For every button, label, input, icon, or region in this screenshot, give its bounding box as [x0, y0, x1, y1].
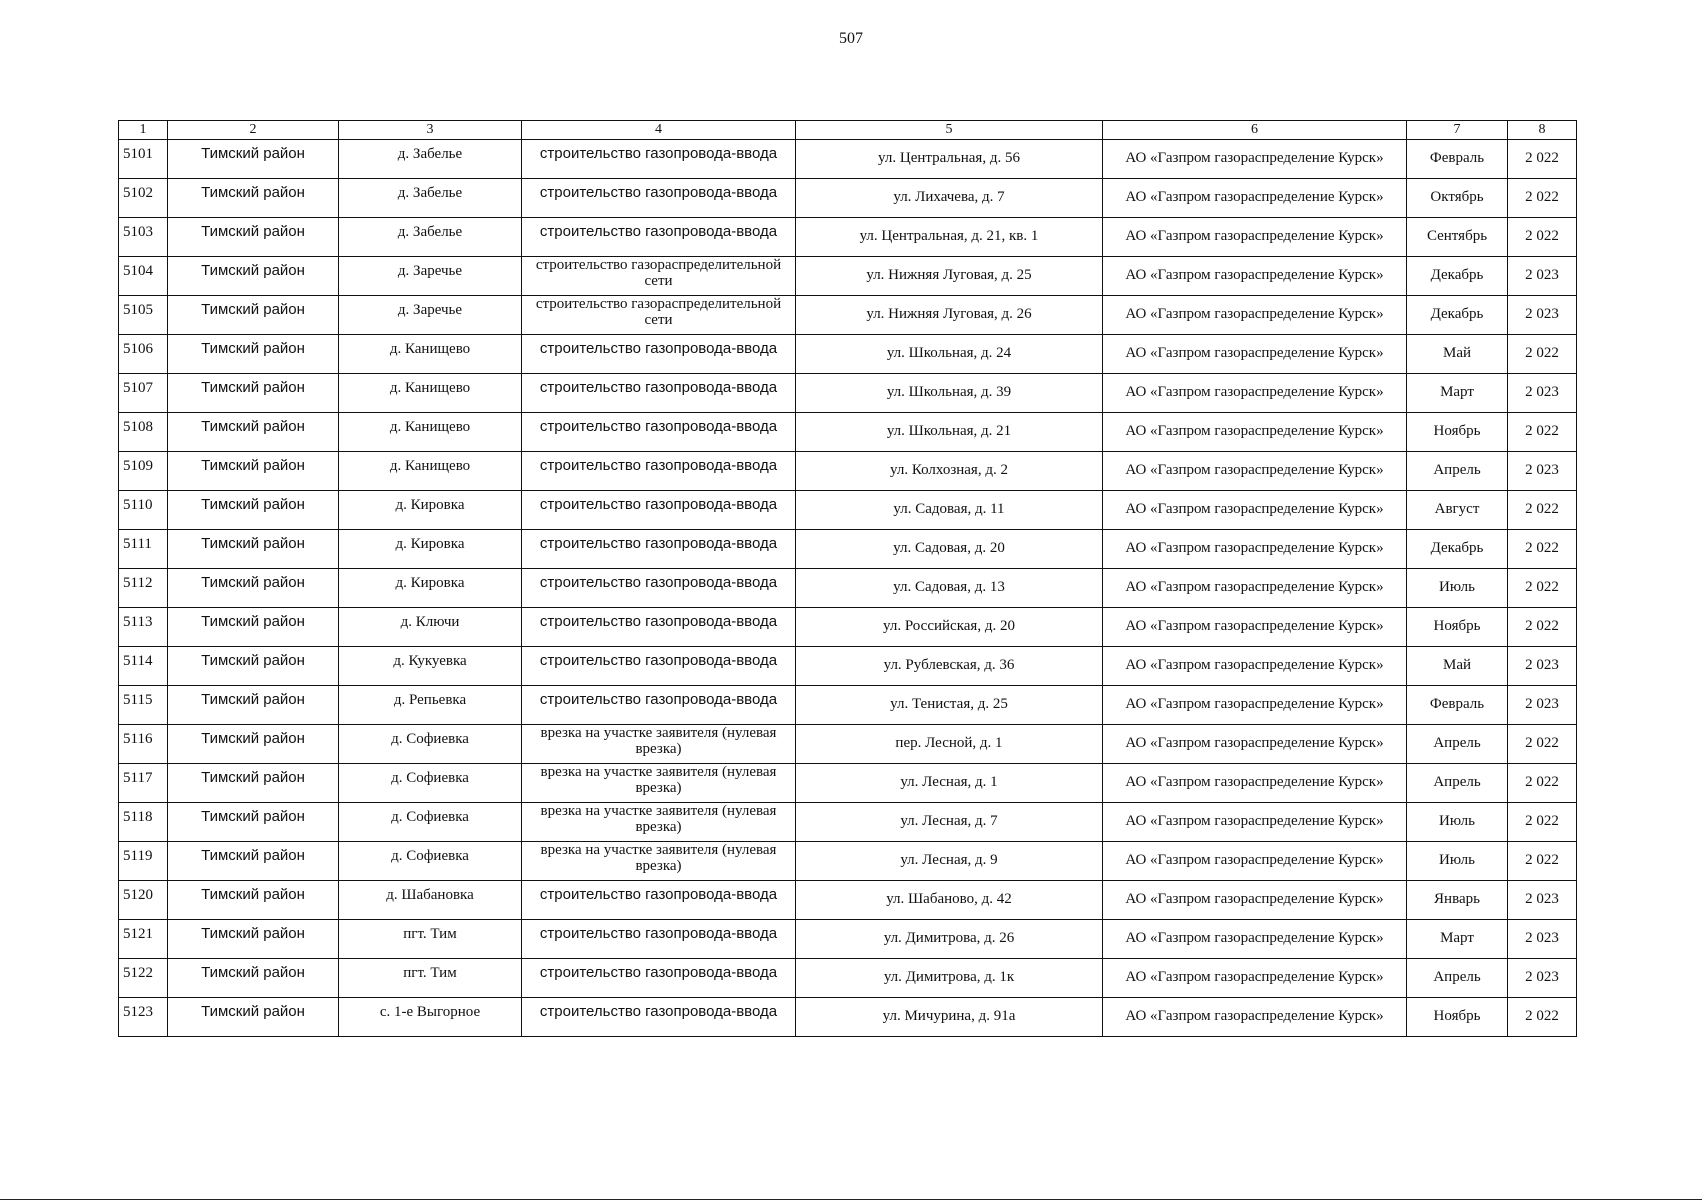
column-header: 4 — [522, 121, 796, 140]
table-row — [119, 725, 1577, 764]
table-row — [119, 647, 1577, 686]
row-number-cell: 5107 — [119, 374, 168, 413]
organization-cell: АО «Газпром газораспределение Курск» — [1103, 647, 1407, 686]
address-cell: ул. Нижняя Луговая, д. 26 — [796, 296, 1103, 335]
year-cell: 2 023 — [1508, 920, 1577, 959]
district-cell: Тимский район — [168, 959, 339, 998]
month-cell: Июль — [1407, 842, 1508, 881]
table-row — [119, 608, 1577, 647]
month-cell: Сентябрь — [1407, 218, 1508, 257]
year-cell: 2 023 — [1508, 257, 1577, 296]
locality-cell: д. Забелье — [339, 218, 522, 257]
organization-cell: АО «Газпром газораспределение Курск» — [1103, 998, 1407, 1037]
address-cell: ул. Лесная, д. 7 — [796, 803, 1103, 842]
table-header-row — [119, 121, 1577, 140]
year-cell: 2 023 — [1508, 686, 1577, 725]
month-cell: Январь — [1407, 881, 1508, 920]
organization-cell: АО «Газпром газораспределение Курск» — [1103, 491, 1407, 530]
table-row — [119, 452, 1577, 491]
work-type-cell: строительство газопровода-ввода — [522, 530, 796, 569]
work-type-cell: строительство газопровода-ввода — [522, 218, 796, 257]
row-number-cell: 5101 — [119, 140, 168, 179]
district-cell: Тимский район — [168, 218, 339, 257]
organization-cell: АО «Газпром газораспределение Курск» — [1103, 686, 1407, 725]
locality-cell: д. Канищево — [339, 335, 522, 374]
work-type-cell: строительство газопровода-ввода — [522, 881, 796, 920]
organization-cell: АО «Газпром газораспределение Курск» — [1103, 335, 1407, 374]
table-row — [119, 920, 1577, 959]
row-number-cell: 5103 — [119, 218, 168, 257]
district-cell: Тимский район — [168, 374, 339, 413]
row-number-cell: 5120 — [119, 881, 168, 920]
locality-cell: д. Канищево — [339, 452, 522, 491]
table-row — [119, 803, 1577, 842]
year-cell: 2 022 — [1508, 998, 1577, 1037]
district-cell: Тимский район — [168, 686, 339, 725]
district-cell: Тимский район — [168, 140, 339, 179]
district-cell: Тимский район — [168, 413, 339, 452]
locality-cell: д. Канищево — [339, 374, 522, 413]
row-number-cell: 5110 — [119, 491, 168, 530]
district-cell: Тимский район — [168, 803, 339, 842]
district-cell: Тимский район — [168, 491, 339, 530]
month-cell: Май — [1407, 647, 1508, 686]
year-cell: 2 023 — [1508, 881, 1577, 920]
table-row — [119, 140, 1577, 179]
locality-cell: д. Заречье — [339, 296, 522, 335]
address-cell: ул. Рублевская, д. 36 — [796, 647, 1103, 686]
locality-cell: пгт. Тим — [339, 920, 522, 959]
month-cell: Февраль — [1407, 140, 1508, 179]
year-cell: 2 022 — [1508, 803, 1577, 842]
column-header: 5 — [796, 121, 1103, 140]
organization-cell: АО «Газпром газораспределение Курск» — [1103, 881, 1407, 920]
year-cell: 2 022 — [1508, 179, 1577, 218]
district-cell: Тимский район — [168, 725, 339, 764]
address-cell: ул. Школьная, д. 39 — [796, 374, 1103, 413]
locality-cell: д. Забелье — [339, 140, 522, 179]
year-cell: 2 022 — [1508, 725, 1577, 764]
month-cell: Апрель — [1407, 452, 1508, 491]
row-number-cell: 5109 — [119, 452, 168, 491]
column-header: 8 — [1508, 121, 1577, 140]
column-header: 3 — [339, 121, 522, 140]
locality-cell: д. Кировка — [339, 530, 522, 569]
table-row — [119, 569, 1577, 608]
locality-cell: д. Кукуевка — [339, 647, 522, 686]
row-number-cell: 5104 — [119, 257, 168, 296]
organization-cell: АО «Газпром газораспределение Курск» — [1103, 725, 1407, 764]
work-type-cell: строительство газораспределительной сети — [522, 296, 796, 335]
locality-cell: д. Софиевка — [339, 842, 522, 881]
locality-cell: д. Забелье — [339, 179, 522, 218]
organization-cell: АО «Газпром газораспределение Курск» — [1103, 413, 1407, 452]
locality-cell: пгт. Тим — [339, 959, 522, 998]
organization-cell: АО «Газпром газораспределение Курск» — [1103, 179, 1407, 218]
row-number-cell: 5121 — [119, 920, 168, 959]
row-number-cell: 5117 — [119, 764, 168, 803]
work-type-cell: строительство газопровода-ввода — [522, 959, 796, 998]
address-cell: пер. Лесной, д. 1 — [796, 725, 1103, 764]
district-cell: Тимский район — [168, 530, 339, 569]
year-cell: 2 022 — [1508, 140, 1577, 179]
row-number-cell: 5108 — [119, 413, 168, 452]
work-type-cell: строительство газопровода-ввода — [522, 374, 796, 413]
row-number-cell: 5118 — [119, 803, 168, 842]
address-cell: ул. Садовая, д. 20 — [796, 530, 1103, 569]
locality-cell: д. Кировка — [339, 491, 522, 530]
work-type-cell: строительство газопровода-ввода — [522, 647, 796, 686]
organization-cell: АО «Газпром газораспределение Курск» — [1103, 218, 1407, 257]
year-cell: 2 022 — [1508, 608, 1577, 647]
work-type-cell: врезка на участке заявителя (нулевая врезка) — [522, 803, 796, 842]
work-type-cell: строительство газопровода-ввода — [522, 686, 796, 725]
table-row — [119, 257, 1577, 296]
district-cell: Тимский район — [168, 608, 339, 647]
work-type-cell: строительство газопровода-ввода — [522, 413, 796, 452]
table-row — [119, 374, 1577, 413]
organization-cell: АО «Газпром газораспределение Курск» — [1103, 530, 1407, 569]
year-cell: 2 023 — [1508, 374, 1577, 413]
address-cell: ул. Школьная, д. 21 — [796, 413, 1103, 452]
work-type-cell: строительство газопровода-ввода — [522, 998, 796, 1037]
row-number-cell: 5114 — [119, 647, 168, 686]
work-type-cell: строительство газопровода-ввода — [522, 140, 796, 179]
table-row — [119, 959, 1577, 998]
organization-cell: АО «Газпром газораспределение Курск» — [1103, 257, 1407, 296]
address-cell: ул. Центральная, д. 56 — [796, 140, 1103, 179]
work-type-cell: строительство газопровода-ввода — [522, 335, 796, 374]
work-type-cell: строительство газопровода-ввода — [522, 491, 796, 530]
work-type-cell: врезка на участке заявителя (нулевая врезка) — [522, 842, 796, 881]
district-cell: Тимский район — [168, 335, 339, 374]
column-header: 2 — [168, 121, 339, 140]
column-header: 1 — [119, 121, 168, 140]
district-cell: Тимский район — [168, 998, 339, 1037]
work-type-cell: врезка на участке заявителя (нулевая врезка) — [522, 764, 796, 803]
address-cell: ул. Центральная, д. 21, кв. 1 — [796, 218, 1103, 257]
month-cell: Август — [1407, 491, 1508, 530]
table-row — [119, 686, 1577, 725]
row-number-cell: 5105 — [119, 296, 168, 335]
locality-cell: д. Ключи — [339, 608, 522, 647]
address-cell: ул. Тенистая, д. 25 — [796, 686, 1103, 725]
table-row — [119, 179, 1577, 218]
locality-cell: д. Софиевка — [339, 803, 522, 842]
year-cell: 2 022 — [1508, 218, 1577, 257]
year-cell: 2 022 — [1508, 530, 1577, 569]
month-cell: Июль — [1407, 569, 1508, 608]
district-cell: Тимский район — [168, 881, 339, 920]
row-number-cell: 5119 — [119, 842, 168, 881]
month-cell: Апрель — [1407, 959, 1508, 998]
month-cell: Ноябрь — [1407, 413, 1508, 452]
year-cell: 2 023 — [1508, 296, 1577, 335]
row-number-cell: 5113 — [119, 608, 168, 647]
address-cell: ул. Садовая, д. 11 — [796, 491, 1103, 530]
table-row — [119, 842, 1577, 881]
district-cell: Тимский район — [168, 296, 339, 335]
row-number-cell: 5122 — [119, 959, 168, 998]
address-cell: ул. Лихачева, д. 7 — [796, 179, 1103, 218]
address-cell: ул. Школьная, д. 24 — [796, 335, 1103, 374]
year-cell: 2 023 — [1508, 647, 1577, 686]
district-cell: Тимский район — [168, 920, 339, 959]
month-cell: Июль — [1407, 803, 1508, 842]
address-cell: ул. Колхозная, д. 2 — [796, 452, 1103, 491]
work-type-cell: строительство газораспределительной сети — [522, 257, 796, 296]
address-cell: ул. Нижняя Луговая, д. 25 — [796, 257, 1103, 296]
table-row — [119, 413, 1577, 452]
table-row — [119, 296, 1577, 335]
organization-cell: АО «Газпром газораспределение Курск» — [1103, 803, 1407, 842]
district-cell: Тимский район — [168, 764, 339, 803]
year-cell: 2 023 — [1508, 959, 1577, 998]
address-cell: ул. Димитрова, д. 26 — [796, 920, 1103, 959]
month-cell: Март — [1407, 920, 1508, 959]
work-type-cell: строительство газопровода-ввода — [522, 569, 796, 608]
row-number-cell: 5115 — [119, 686, 168, 725]
row-number-cell: 5102 — [119, 179, 168, 218]
locality-cell: д. Софиевка — [339, 725, 522, 764]
month-cell: Ноябрь — [1407, 998, 1508, 1037]
month-cell: Декабрь — [1407, 257, 1508, 296]
month-cell: Декабрь — [1407, 530, 1508, 569]
year-cell: 2 022 — [1508, 335, 1577, 374]
organization-cell: АО «Газпром газораспределение Курск» — [1103, 842, 1407, 881]
address-cell: ул. Димитрова, д. 1к — [796, 959, 1103, 998]
district-cell: Тимский район — [168, 842, 339, 881]
year-cell: 2 022 — [1508, 569, 1577, 608]
table-row — [119, 881, 1577, 920]
work-type-cell: строительство газопровода-ввода — [522, 920, 796, 959]
month-cell: Март — [1407, 374, 1508, 413]
year-cell: 2 022 — [1508, 764, 1577, 803]
table-row — [119, 998, 1577, 1037]
page-number: 507 — [839, 30, 863, 47]
work-type-cell: строительство газопровода-ввода — [522, 179, 796, 218]
table-row — [119, 530, 1577, 569]
month-cell: Май — [1407, 335, 1508, 374]
row-number-cell: 5116 — [119, 725, 168, 764]
address-cell: ул. Садовая, д. 13 — [796, 569, 1103, 608]
address-cell: ул. Лесная, д. 1 — [796, 764, 1103, 803]
table-row — [119, 218, 1577, 257]
month-cell: Апрель — [1407, 725, 1508, 764]
district-cell: Тимский район — [168, 647, 339, 686]
locality-cell: д. Шабановка — [339, 881, 522, 920]
organization-cell: АО «Газпром газораспределение Курск» — [1103, 374, 1407, 413]
row-number-cell: 5112 — [119, 569, 168, 608]
district-cell: Тимский район — [168, 452, 339, 491]
table-row — [119, 491, 1577, 530]
locality-cell: д. Заречье — [339, 257, 522, 296]
locality-cell: д. Кировка — [339, 569, 522, 608]
month-cell: Ноябрь — [1407, 608, 1508, 647]
organization-cell: АО «Газпром газораспределение Курск» — [1103, 140, 1407, 179]
district-cell: Тимский район — [168, 257, 339, 296]
locality-cell: д. Канищево — [339, 413, 522, 452]
organization-cell: АО «Газпром газораспределение Курск» — [1103, 569, 1407, 608]
organization-cell: АО «Газпром газораспределение Курск» — [1103, 452, 1407, 491]
table-row — [119, 764, 1577, 803]
year-cell: 2 023 — [1508, 452, 1577, 491]
row-number-cell: 5106 — [119, 335, 168, 374]
work-type-cell: врезка на участке заявителя (нулевая врезка) — [522, 725, 796, 764]
column-header: 6 — [1103, 121, 1407, 140]
year-cell: 2 022 — [1508, 842, 1577, 881]
year-cell: 2 022 — [1508, 491, 1577, 530]
row-number-cell: 5123 — [119, 998, 168, 1037]
organization-cell: АО «Газпром газораспределение Курск» — [1103, 296, 1407, 335]
column-header: 7 — [1407, 121, 1508, 140]
month-cell: Февраль — [1407, 686, 1508, 725]
locality-cell: д. Софиевка — [339, 764, 522, 803]
district-cell: Тимский район — [168, 569, 339, 608]
month-cell: Декабрь — [1407, 296, 1508, 335]
organization-cell: АО «Газпром газораспределение Курск» — [1103, 764, 1407, 803]
work-type-cell: строительство газопровода-ввода — [522, 452, 796, 491]
organization-cell: АО «Газпром газораспределение Курск» — [1103, 920, 1407, 959]
locality-cell: д. Репьевка — [339, 686, 522, 725]
register-table — [118, 120, 1577, 1037]
locality-cell: с. 1-е Выгорное — [339, 998, 522, 1037]
district-cell: Тимский район — [168, 179, 339, 218]
year-cell: 2 022 — [1508, 413, 1577, 452]
address-cell: ул. Российская, д. 20 — [796, 608, 1103, 647]
address-cell: ул. Лесная, д. 9 — [796, 842, 1103, 881]
month-cell: Апрель — [1407, 764, 1508, 803]
table-row — [119, 335, 1577, 374]
organization-cell: АО «Газпром газораспределение Курск» — [1103, 959, 1407, 998]
work-type-cell: строительство газопровода-ввода — [522, 608, 796, 647]
month-cell: Октябрь — [1407, 179, 1508, 218]
address-cell: ул. Мичурина, д. 91а — [796, 998, 1103, 1037]
organization-cell: АО «Газпром газораспределение Курск» — [1103, 608, 1407, 647]
row-number-cell: 5111 — [119, 530, 168, 569]
address-cell: ул. Шабаново, д. 42 — [796, 881, 1103, 920]
